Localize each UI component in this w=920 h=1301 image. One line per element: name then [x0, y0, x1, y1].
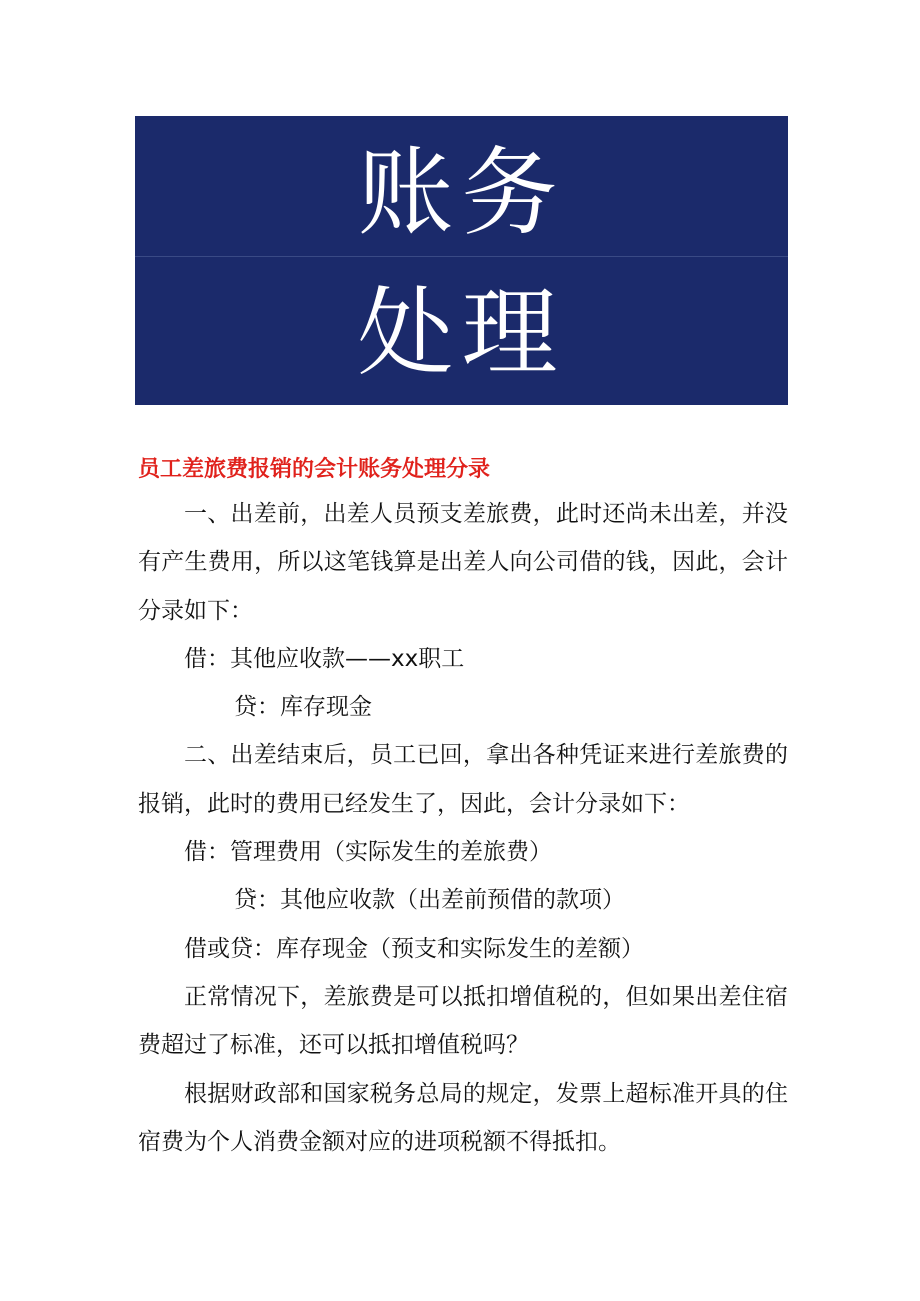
banner-title-line1: 账务 — [357, 137, 566, 249]
title-banner — [135, 116, 788, 405]
banner-title-line2: 处理 — [357, 277, 566, 389]
question-paragraph: 正常情况下，差旅费是可以抵扣增值税的，但如果出差住宿费超过了标准，还可以抵扣增值税吗？ — [138, 983, 788, 1059]
banner-divider — [135, 256, 788, 257]
section2-debit-entry: 借：管理费用（实际发生的差旅费） — [184, 839, 552, 866]
article-heading: 员工差旅费报销的会计账务处理分录 — [138, 457, 491, 482]
section2-either-entry: 借或贷：库存现金（预支和实际发生的差额） — [184, 935, 644, 962]
section2-paragraph: 二、出差结束后，员工已回，拿出各种凭证来进行差旅费的报销，此时的费用已经发生了，因此，会计分录如下： — [138, 742, 788, 817]
answer-paragraph: 根据财政部和国家税务总局的规定，发票上超标准开具的住宿费为个人消费金额对应的进项税额不得抵扣。 — [138, 1080, 788, 1155]
article-body — [138, 490, 788, 1166]
section1-credit-entry: 贷：库存现金 — [234, 694, 372, 721]
section2-credit-entry: 贷：其他应收款（出差前预借的款项） — [234, 887, 625, 914]
section1-debit-entry: 借：其他应收款——xx职工 — [184, 645, 465, 672]
section1-paragraph: 一、出差前，出差人员预支差旅费，此时还尚未出差，并没有产生费用，所以这笔钱算是出差人向公司借的钱，因此，会计分录如下： — [138, 501, 788, 624]
